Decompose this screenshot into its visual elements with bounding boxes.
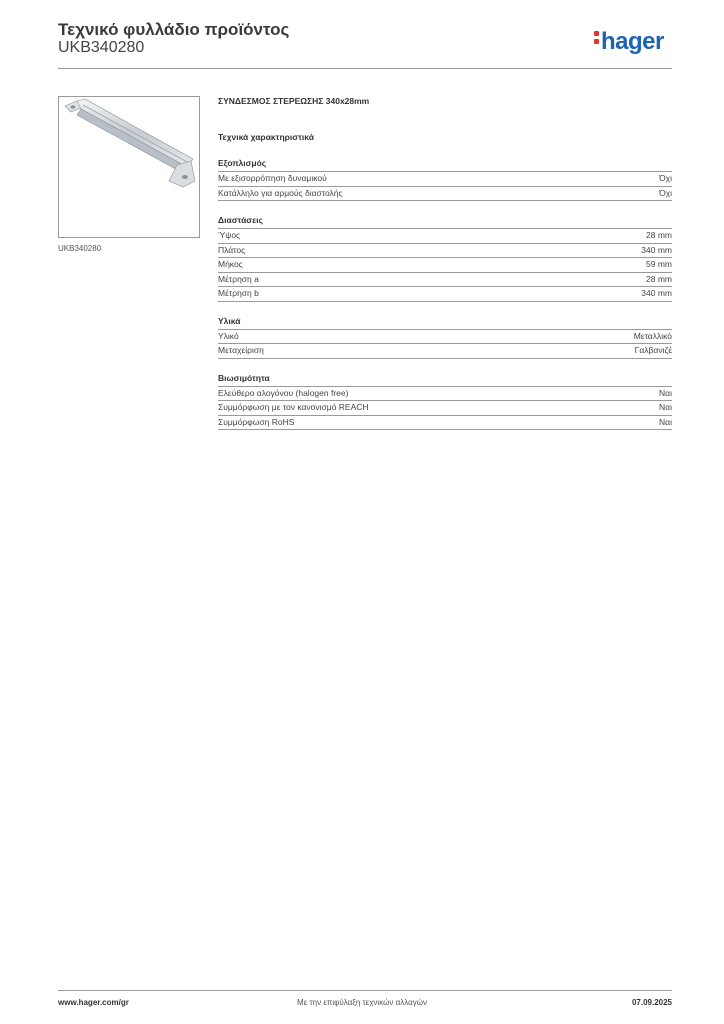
footer-website-link[interactable]: www.hager.com/gr — [58, 998, 129, 1007]
table-row — [218, 416, 672, 431]
table-row — [218, 187, 672, 202]
table-row — [218, 244, 672, 259]
footer-divider — [58, 990, 672, 991]
table-row — [218, 401, 672, 416]
row-value: Ναι — [659, 416, 672, 427]
row-value: 340 mm — [641, 244, 672, 255]
hager-logo[interactable] — [594, 28, 664, 56]
row-value: Μεταλλικό — [633, 330, 672, 341]
group-equipment — [218, 158, 672, 201]
row-label: Κατάλληλο για αρμούς διαστολής — [218, 187, 343, 198]
row-value: Ναι — [659, 387, 672, 398]
product-image — [58, 96, 200, 238]
row-label: Με εξισορρόπηση δυναμικού — [218, 173, 327, 183]
table-row — [218, 344, 672, 359]
row-value: 340 mm — [641, 288, 672, 298]
footer-notice: Με την επιφύλαξη τεχνικών αλλαγών — [297, 998, 427, 1007]
table-row — [218, 258, 672, 273]
row-label: Ελεύθερο αλογόνου (halogen free) — [218, 387, 349, 398]
row-label: Μέτρηση b — [218, 288, 259, 298]
table-row — [218, 287, 672, 302]
image-caption: UKB340280 — [58, 244, 102, 253]
group-title: Βιωσιμότητα — [218, 373, 672, 387]
group-sustainability — [218, 373, 672, 431]
table-row — [218, 387, 672, 402]
table-row — [218, 229, 672, 244]
table-row — [218, 330, 672, 345]
table-row — [218, 172, 672, 187]
group-title: Υλικά — [218, 316, 672, 330]
group-materials — [218, 316, 672, 359]
table-row — [218, 273, 672, 288]
row-value: 59 mm — [646, 259, 672, 269]
page-title: Τεχνικό φυλλάδιο προϊόντος — [58, 20, 290, 39]
mounting-bracket-icon — [59, 97, 199, 237]
row-value: Γαλβανιζέ — [634, 345, 672, 355]
row-label: Υλικό — [218, 330, 239, 341]
logo-dots-icon — [594, 28, 600, 47]
row-label: Συμμόρφωση RoHS — [218, 416, 295, 427]
product-name: ΣΥΝΔΕΣΜΟΣ ΣΤΕΡΕΩΣΗΣ 340x28mm — [218, 96, 370, 106]
logo-text: hager — [601, 28, 664, 55]
section-title: Τεχνικά χαρακτηριστικά — [218, 132, 314, 142]
row-label: Συμμόρφωση με τον κανονισμό REACH — [218, 402, 369, 412]
row-label: Πλάτος — [218, 244, 246, 255]
row-value: Όχι — [659, 173, 672, 183]
group-dimensions — [218, 215, 672, 302]
spec-sheet — [218, 96, 672, 430]
row-label: Μήκος — [218, 259, 243, 269]
group-title: Διαστάσεις — [218, 215, 672, 229]
row-value: Όχι — [659, 187, 672, 198]
group-title: Εξοπλισμός — [218, 158, 672, 172]
row-label: Μεταχείριση — [218, 345, 264, 355]
row-value: Ναι — [659, 402, 672, 412]
row-label: Ύψος — [218, 230, 241, 240]
product-code: UKB340280 — [58, 39, 145, 56]
header-divider — [58, 68, 672, 69]
row-label: Μέτρηση a — [218, 273, 259, 284]
row-value: 28 mm — [646, 230, 672, 240]
footer-date: 07.09.2025 — [631, 998, 672, 1007]
row-value: 28 mm — [646, 273, 672, 284]
